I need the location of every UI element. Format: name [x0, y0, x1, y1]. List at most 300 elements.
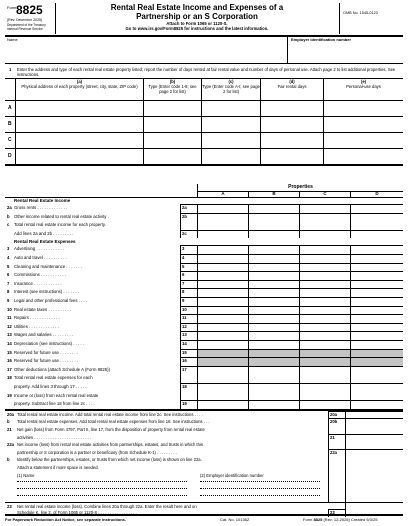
line-box: 9 [180, 297, 197, 306]
expense-line-15 [5, 374, 403, 383]
footer-form-num: 8825 [313, 517, 323, 522]
form-page [5, 2, 403, 522]
blank-cell [350, 374, 403, 383]
line-number: 21 [7, 427, 12, 432]
property-col-C: C [299, 191, 350, 197]
title-line-1: Rental Real Estate Income and Expenses of a [110, 3, 284, 12]
line-number: 17 [7, 366, 12, 372]
line-number: 12 [7, 323, 12, 329]
line-label: Commissions . . . . . . . . . . . [14, 272, 67, 278]
summary-line-7 [5, 464, 403, 472]
column-letter: (c) [228, 79, 234, 84]
line-label: Add lines 2a and 2b . . . . . . . . . [14, 230, 74, 236]
line-box: 21 [328, 434, 345, 442]
blank-cell [197, 392, 248, 401]
line-box: 23 [328, 509, 345, 517]
title-line-2: Partnership or an S Corporation [136, 12, 258, 21]
blank-cell [248, 374, 299, 383]
blank-cell [248, 392, 299, 401]
expense-line-0 [5, 245, 403, 254]
expense-line-18 [5, 400, 403, 409]
form-header [5, 2, 403, 37]
amount-cell-C[interactable] [299, 306, 350, 315]
property-col-D: D [350, 191, 403, 197]
line-number: 22a [7, 442, 14, 448]
line-box: 20b [328, 418, 345, 426]
line-label: Other income related to rental real estate activity . [14, 213, 109, 219]
line-box: 14 [180, 340, 197, 349]
line-label: Auto and travel . . . . . . . . . . [14, 255, 67, 260]
amount-cell-B[interactable] [248, 263, 299, 272]
column-text: Personal-use days [346, 84, 381, 89]
amount-cell-D[interactable] [350, 400, 403, 409]
amount-cell-B[interactable] [248, 331, 299, 340]
column-letter: (b) [169, 79, 176, 84]
amount-cell-B[interactable] [248, 213, 299, 222]
row-B-cell-1[interactable] [15, 116, 143, 132]
amount-cell-B[interactable] [248, 366, 299, 375]
amount-cell-A[interactable] [197, 400, 248, 409]
row-letter-D: D [8, 153, 12, 159]
line-22b-ein-field[interactable] [200, 488, 320, 489]
row-letter-B: B [8, 121, 12, 127]
amount-cell-C[interactable] [299, 323, 350, 332]
line-box: 11 [180, 314, 197, 323]
line-number: 13 [7, 332, 12, 338]
amount-cell-C[interactable] [299, 213, 350, 222]
line-label: Interest (see instructions) . . . . . . . [14, 289, 79, 295]
line-label: Identify below the partnerships, estates, or trusts from which net income (loss) is shown on line 22a. [17, 457, 202, 463]
expense-line-1 [5, 254, 403, 263]
amount-cell-B[interactable] [248, 323, 299, 332]
footer-notice: For Paperwork Reduction Act Notice, see separate instructions. [5, 517, 126, 522]
column-text: Type (Enter code 1-8; see page 2 for list) [148, 84, 197, 94]
column-header-3 [201, 78, 260, 100]
blank-box [328, 464, 345, 472]
line-number: 5 [7, 263, 10, 269]
amount-cell-C[interactable] [299, 271, 350, 280]
income-line-0 [5, 204, 403, 213]
line-1-number: 1 [9, 67, 12, 72]
amount-cell-A[interactable] [197, 340, 248, 349]
blank-cell [350, 221, 403, 230]
row-A-cell-3[interactable] [201, 100, 260, 116]
line-label: Gross rents . . . . . . . . . . . . . [14, 205, 68, 210]
line-number: b [7, 419, 10, 425]
summary-line-2 [5, 426, 403, 434]
amount-cell-A[interactable] [197, 297, 248, 306]
amount-cell-A[interactable] [197, 245, 248, 254]
expense-line-13 [5, 357, 403, 366]
summary-line-6 [5, 456, 403, 464]
line-number: 19 [7, 392, 12, 398]
line-label: Income or (loss) from each rental real estate [14, 392, 99, 398]
amount-field[interactable] [345, 411, 403, 419]
amount-cell-A[interactable] [197, 383, 248, 392]
blank-cell [345, 426, 403, 434]
amount-cell-A[interactable] [197, 254, 248, 263]
line-22b-ein-field[interactable] [200, 481, 320, 482]
amount-cell-D[interactable] [350, 213, 403, 222]
line-label: Attach a statement if more space is needed. [17, 465, 99, 470]
expense-line-12 [5, 349, 403, 358]
line-label: Legal and other professional fees . . . . [14, 298, 88, 303]
line-number: 23 [7, 503, 12, 509]
form-number-block [7, 3, 56, 34]
property-col-B: B [248, 191, 299, 197]
form-footer [5, 514, 403, 524]
expense-line-17 [5, 392, 403, 401]
amount-cell-C[interactable] [299, 254, 350, 263]
line-number: 9 [7, 298, 10, 303]
ein-field[interactable] [289, 43, 401, 61]
blank-box [328, 441, 345, 449]
line-label: Total rental real estate expenses for each [14, 375, 93, 381]
column-text: Physical address of each property (street, city, state, ZIP code) [21, 84, 138, 89]
expense-line-11 [5, 340, 403, 349]
line-box: 15 [180, 349, 197, 358]
summary-line-0 [5, 411, 403, 419]
summary-line-4 [5, 441, 403, 449]
name-field[interactable] [7, 43, 285, 61]
amount-cell-D[interactable] [350, 280, 403, 289]
amount-cell-C[interactable] [299, 280, 350, 289]
row-B-cell-2[interactable] [143, 116, 201, 132]
attach-note: Attach to Form 1065 or 1120-S. [166, 21, 228, 26]
amount-cell-C[interactable] [299, 204, 350, 213]
blank-box [328, 472, 345, 502]
amount-cell-B[interactable] [248, 245, 299, 254]
amount-cell-B[interactable] [248, 254, 299, 263]
properties-heading: Properties [197, 184, 403, 191]
expense-line-4 [5, 280, 403, 289]
amount-cell-D[interactable] [350, 204, 403, 213]
line-box: 18 [180, 383, 197, 392]
blank-cell [345, 472, 403, 502]
line-1-text: Enter the address and type of each rental real estate property listed; report the number of days rented at fair rental value and number of days of personal use. Attach page 2 to list additional properties. See instructions. [17, 67, 396, 77]
amount-cell-B[interactable] [248, 340, 299, 349]
amount-cell-D[interactable] [350, 230, 403, 239]
row-A-cell-5[interactable] [323, 100, 403, 116]
line-23-text-1: Net rental real estate income (loss). Combine lines 20a through 22a. Enter the result here and on [17, 503, 197, 509]
name-label: Name [7, 37, 18, 42]
income-line-3 [5, 230, 403, 239]
footer-cat: Cat. No. 10136Z [220, 517, 250, 522]
line-box: 5 [180, 263, 197, 272]
footer-form-id [303, 517, 377, 522]
amount-cell-A[interactable] [197, 306, 248, 315]
income-line-2 [5, 221, 403, 230]
line-box: 8 [180, 288, 197, 297]
expense-line-14 [5, 366, 403, 375]
expense-line-3 [5, 271, 403, 280]
line-number: 10 [7, 306, 12, 312]
amount-field[interactable] [345, 418, 403, 426]
expense-line-9 [5, 323, 403, 332]
blank-box [328, 456, 345, 464]
amount-cell-B [248, 349, 299, 358]
footer-form-pre: Form [303, 517, 314, 522]
omb-block [339, 3, 404, 34]
amount-cell-A[interactable] [197, 288, 248, 297]
row-C-cell-1[interactable] [15, 132, 143, 148]
blank-cell [248, 221, 299, 230]
row-A-cell-1[interactable] [15, 100, 143, 116]
amount-cell-B[interactable] [248, 271, 299, 280]
income-line-1 [5, 213, 403, 222]
amount-cell-C[interactable] [299, 230, 350, 239]
line-22b-block [5, 472, 403, 502]
line-label: Net gain (loss) from Form 4797, Part II, line 17, from the disposition of property from rental real estate [17, 427, 205, 432]
amount-cell-A[interactable] [197, 213, 248, 222]
amount-cell-D [350, 349, 403, 358]
row-D-cell-5[interactable] [323, 148, 403, 164]
column-letter: (d) [289, 79, 295, 84]
amount-cell-D[interactable] [350, 263, 403, 272]
amount-cell-D[interactable] [350, 331, 403, 340]
amount-cell-D[interactable] [350, 366, 403, 375]
line-number: 20a [7, 411, 14, 417]
row-D-cell-4[interactable] [260, 148, 323, 164]
column-text: Type (Enter code A-I; see page 2 for list) [202, 84, 260, 94]
line-label: Total rental real estate expenses. Add total rental real estate expenses from line 18. See instructions . . . [17, 419, 210, 425]
line-22b-name-field[interactable] [17, 488, 187, 489]
line-label: Other deductions (attach Schedule A (Form 8825)) [14, 366, 111, 372]
line-box: 2a [180, 204, 197, 213]
line-label: Reserved for future use . . . . . . . . [14, 349, 79, 355]
blank-cell [345, 441, 403, 449]
amount-cell-C[interactable] [299, 340, 350, 349]
line-box: 4 [180, 254, 197, 263]
amount-cell-A[interactable] [197, 366, 248, 375]
line-box: 19 [180, 400, 197, 409]
amount-cell-D[interactable] [350, 323, 403, 332]
income-heading: Rental Real Estate Income [14, 198, 71, 203]
amount-cell-A[interactable] [197, 280, 248, 289]
line-label: Total rental real estate income for each property. [14, 222, 106, 228]
expense-line-5 [5, 288, 403, 297]
omb-number: OMB No. 1545-0123 [343, 11, 378, 15]
line-label: Insurance . . . . . . . . . . . . [14, 280, 62, 286]
row-D-cell-1[interactable] [15, 148, 143, 164]
blank-cell [345, 456, 403, 464]
line-label: activities . . . . . . . . . . . . . . . . . . . . . . . . . [17, 434, 92, 440]
line-22b-name-label: (1) Name [17, 472, 35, 478]
amount-cell-A[interactable] [197, 271, 248, 280]
row-B-cell-3[interactable] [201, 116, 260, 132]
line-label: Net income (loss) from rental real estate activities from partnerships, estates, and trusts in which this [17, 442, 203, 448]
amount-cell-C[interactable] [299, 314, 350, 323]
blank-cell [299, 374, 350, 383]
column-header-2 [143, 78, 201, 100]
form-revision: (Rev. December 2025) [7, 18, 43, 22]
line-box: 20a [328, 411, 345, 419]
line-label: Utilities . . . . . . . . . . . . . [14, 323, 59, 329]
line-box: 2c [180, 230, 197, 239]
form-label: Form [7, 5, 17, 10]
line-box: 7 [180, 280, 197, 289]
expense-line-8 [5, 314, 403, 323]
amount-cell-B[interactable] [248, 280, 299, 289]
line-number: 4 [7, 255, 10, 260]
column-header-1 [15, 78, 143, 100]
amount-cell-D[interactable] [350, 297, 403, 306]
line-22b-name-field[interactable] [17, 495, 187, 496]
amount-cell-A[interactable] [197, 314, 248, 323]
row-letter-C: C [8, 137, 12, 143]
department: Department of the Treasury Internal Revenue Service [7, 23, 46, 31]
line-label: partnership or S corporation is a partner or beneficiary (from Schedule K-1) . . . . . . . . . [17, 449, 177, 455]
amount-cell-A [197, 349, 248, 358]
amount-cell-D[interactable] [350, 254, 403, 263]
row-letter-A: A [8, 105, 12, 111]
amount-cell-C [299, 357, 350, 366]
amount-cell-A[interactable] [197, 263, 248, 272]
amount-cell-C[interactable] [299, 366, 350, 375]
blank-box [180, 374, 197, 383]
amount-cell-B [248, 357, 299, 366]
blank-box [328, 426, 345, 434]
row-A-cell-4[interactable] [260, 100, 323, 116]
line-box: 17 [180, 366, 197, 375]
amount-cell-A [197, 357, 248, 366]
row-C-cell-3[interactable] [201, 132, 260, 148]
line-box: 16 [180, 357, 197, 366]
table-bottom-rule [5, 164, 403, 166]
line-box: 6 [180, 271, 197, 280]
line-number: 14 [7, 341, 12, 346]
line-label: property. Subtract line 18 from line 2c . . . . [14, 401, 95, 407]
column-header-4 [260, 78, 323, 100]
amount-cell-C[interactable] [299, 383, 350, 392]
summary-line-5 [5, 449, 403, 457]
expense-line-2 [5, 263, 403, 272]
blank-box [180, 221, 197, 230]
amount-cell-B[interactable] [248, 400, 299, 409]
expense-line-7 [5, 306, 403, 315]
expense-heading: Rental Real Estate Expenses [14, 239, 76, 245]
amount-cell-B[interactable] [248, 306, 299, 315]
amount-cell-B[interactable] [248, 204, 299, 213]
amount-cell-A[interactable] [197, 230, 248, 239]
amount-cell-D[interactable] [350, 245, 403, 254]
summary-line-3 [5, 434, 403, 442]
line-number: 16 [7, 358, 12, 364]
amount-cell-D[interactable] [350, 306, 403, 315]
amount-cell-D[interactable] [350, 340, 403, 349]
line-label: Total rental real estate income. Add total rental real estate income from line 2c. See instructions . . . . [17, 411, 203, 417]
line-label: Real estate taxes . . . . . . . . . . [14, 306, 72, 312]
line-box: 2b [180, 213, 197, 222]
amount-cell-C[interactable] [299, 263, 350, 272]
blank-cell [299, 392, 350, 401]
amount-cell-B[interactable] [248, 230, 299, 239]
line-number: 7 [7, 280, 10, 286]
line-label: Wages and salaries . . . . . . . . . [14, 332, 74, 338]
amount-cell-C[interactable] [299, 297, 350, 306]
blank-cell [345, 464, 403, 472]
footer-form-post: (Rev. 12-2025) Created 9/3/25 [322, 517, 378, 522]
line-label: property. Add lines 3 through 17 . . . . . [14, 384, 87, 389]
ein-label: Employer identification number [287, 37, 351, 63]
line-label: Advertising . . . . . . . . . . . . [14, 246, 64, 252]
row-D-cell-2[interactable] [143, 148, 201, 164]
line-22b-name-field[interactable] [17, 481, 187, 482]
line-box: 3 [180, 245, 197, 254]
form-title [57, 3, 337, 31]
line-number: 18 [7, 375, 12, 381]
amount-cell-A[interactable] [197, 204, 248, 213]
amount-cell-D [350, 357, 403, 366]
column-letter: (e) [360, 79, 367, 84]
line-label: Depreciation (see instructions) . . . . . [14, 341, 84, 346]
line-number: c [7, 222, 10, 228]
line-22b-ein-label: (2) Employer identification number [200, 472, 264, 478]
column-text: Fair rental days [277, 84, 307, 89]
line-22b-ein-field[interactable] [200, 495, 320, 496]
blank-cell [197, 374, 248, 383]
row-C-cell-5[interactable] [323, 132, 403, 148]
row-C-cell-2[interactable] [143, 132, 201, 148]
amount-cell-C [299, 349, 350, 358]
amount-cell-B[interactable] [248, 383, 299, 392]
line-label: Repairs . . . . . . . . . . . . . [14, 315, 60, 321]
amount-cell-D[interactable] [350, 383, 403, 392]
line-number: 6 [7, 272, 10, 278]
row-D-cell-3[interactable] [201, 148, 260, 164]
line-box: 12 [180, 323, 197, 332]
expense-line-6 [5, 297, 403, 306]
row-C-cell-4[interactable] [260, 132, 323, 148]
line-label: Reserved for future use . . . . . . . . [14, 358, 79, 364]
line-23-text-2: Schedule K, line 2, of Form 1065 or 1120-S . . . . . . . . . . . . . . . . . [17, 509, 137, 515]
line-box: 10 [180, 306, 197, 315]
amount-cell-D[interactable] [350, 288, 403, 297]
amount-cell-B[interactable] [248, 288, 299, 297]
blank-cell [299, 221, 350, 230]
row-B-cell-4[interactable] [260, 116, 323, 132]
line-number: b [7, 457, 10, 463]
amount-cell-D[interactable] [350, 271, 403, 280]
line-number: 11 [7, 315, 12, 321]
amount-cell-C[interactable] [299, 245, 350, 254]
form-number: 8825 [16, 3, 43, 17]
line-number: 3 [7, 246, 10, 252]
summary-line-1 [5, 418, 403, 426]
column-letter: (a) [76, 79, 83, 84]
line-box: 22a [328, 449, 345, 457]
amount-cell-A[interactable] [197, 331, 248, 340]
amount-cell-C[interactable] [299, 331, 350, 340]
amount-field[interactable] [345, 434, 403, 442]
line-number: 15 [7, 349, 12, 355]
line-label: Cleaning and maintenance . . . . . . . [14, 263, 82, 269]
property-col-A: A [197, 191, 248, 197]
blank-cell [197, 221, 248, 230]
amount-cell-B[interactable] [248, 297, 299, 306]
amount-cell-D[interactable] [350, 314, 403, 323]
column-header-5 [323, 78, 403, 100]
amount-cell-A[interactable] [197, 323, 248, 332]
row-A-cell-2[interactable] [143, 100, 201, 116]
amount-field[interactable] [345, 449, 403, 457]
amount-cell-C[interactable] [299, 400, 350, 409]
row-B-cell-5[interactable] [323, 116, 403, 132]
goto-note: Go to www.irs.gov/Form8825 for instructions and the latest information. [125, 26, 269, 31]
amount-cell-B[interactable] [248, 314, 299, 323]
amount-cell-C[interactable] [299, 288, 350, 297]
name-row [5, 37, 403, 64]
